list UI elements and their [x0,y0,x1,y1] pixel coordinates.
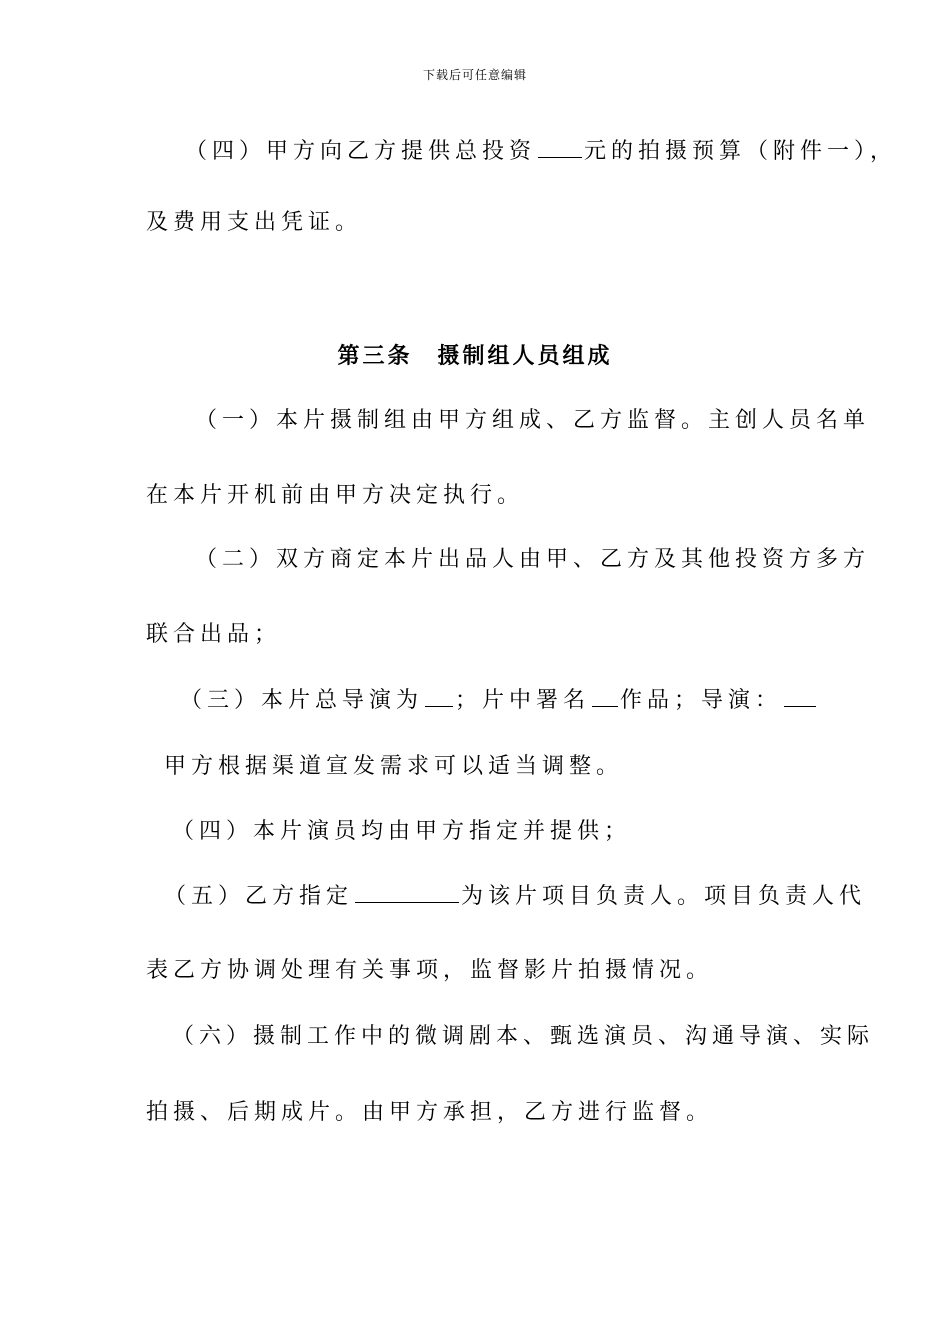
clause-3-3-text-b: ；片中署名 [455,688,591,713]
clause-3-5 [164,882,866,912]
clause-2-4-text-a: （四）甲方向乙方提供总投资 [185,139,537,164]
clause-2-4-cont: 及费用支出凭证。 [146,210,363,235]
clause-3-3-text-c: 作品；导演： [620,688,783,713]
clause-3-1-cont: 在本片开机前由甲方决定执行。 [146,483,525,508]
clause-3-2-cont: 联合出品； [146,622,282,647]
clause-3-6-cont: 拍摄、后期成片。由甲方承担，乙方进行监督。 [146,1100,714,1125]
clause-3-1: （一）本片摄制组由甲方组成、乙方监督。主创人员名单 [195,408,871,433]
clause-3-3 [180,686,818,716]
clause-2-4 [185,137,897,167]
clause-3-5-text-b: 为该片项目负责人。项目负责人代 [461,884,867,909]
clause-3-3-text-a: （三）本片总导演为 [180,688,424,713]
clause-3-5-text-a: （五）乙方指定 [164,884,354,909]
clause-3-5-cont: 表乙方协调处理有关事项，监督影片拍摄情况。 [146,958,714,983]
blank-project-lead [355,901,459,903]
clause-3-2: （二）双方商定本片出品人由甲、乙方及其他投资方多方 [195,547,871,572]
blank-investment [538,156,582,158]
clause-2-4-text-b: 元的拍摄预算（附件一）， [584,139,898,164]
blank-director-name [784,705,816,707]
clause-3-4: （四）本片演员均由甲方指定并提供； [172,819,632,844]
blank-director [425,705,453,707]
clause-3-6: （六）摄制工作中的微调剧本、甄选演员、沟通导演、实际 [172,1024,875,1049]
header-note: 下载后可任意编辑 [422,68,527,82]
blank-credit [592,705,618,707]
clause-3-3-cont: 甲方根据渠道宣发需求可以适当调整。 [164,754,624,779]
section-title: 第三条 摄制组人员组成 [337,343,613,369]
